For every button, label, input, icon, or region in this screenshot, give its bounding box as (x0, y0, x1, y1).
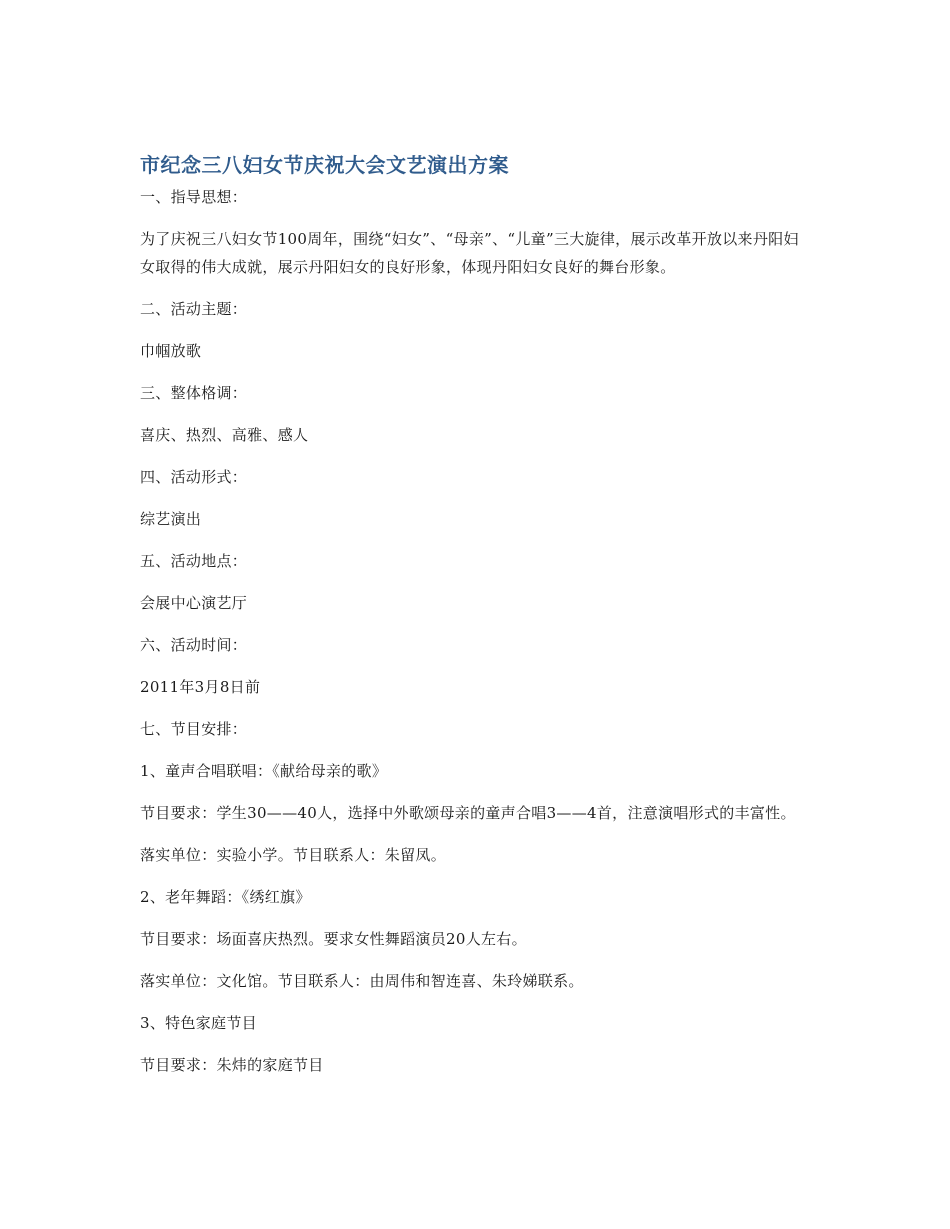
program-item-2-title: 2、老年舞蹈：《绣红旗》 (140, 888, 311, 906)
program-item-1-unit: 落实单位：实验小学。节目联系人：朱留凤。 (140, 846, 447, 864)
heading-activity-venue: 五、活动地点： (140, 552, 248, 570)
paragraph-guiding-thought: 为了庆祝三八妇女节100周年，围绕“妇女”、“母亲”、“儿童”三大旋律，展示改革开放以来丹阳妇女取得的伟大成就，展示丹阳妇女的良好形象，体现丹阳妇女良好的舞台形象。 (140, 230, 799, 276)
heading-activity-time: 六、活动时间： (140, 636, 248, 654)
program-item-3-title: 3、特色家庭节目 (140, 1014, 257, 1032)
heading-overall-tone: 三、整体格调： (140, 384, 248, 402)
paragraph-activity-theme: 巾帼放歌 (140, 342, 202, 360)
paragraph-activity-time: 2011年3月8日前 (140, 678, 261, 696)
heading-activity-theme: 二、活动主题： (140, 300, 248, 318)
program-item-2-requirement: 节目要求：场面喜庆热烈。要求女性舞蹈演员20人左右。 (140, 930, 527, 948)
document-page (140, 150, 810, 1093)
paragraph-activity-venue: 会展中心演艺厅 (140, 594, 248, 612)
program-item-1-requirement: 节目要求：学生30——40人，选择中外歌颂母亲的童声合唱3——4首，注意演唱形式的丰富性。 (140, 804, 796, 822)
heading-program-arrangement: 七、节目安排： (140, 720, 248, 738)
document-title: 市纪念三八妇女节庆祝大会文艺演出方案 (140, 153, 509, 177)
heading-activity-form: 四、活动形式： (140, 468, 248, 486)
heading-guiding-thought: 一、指导思想： (140, 188, 248, 206)
program-item-1-title: 1、童声合唱联唱：《献给母亲的歌》 (140, 762, 388, 780)
program-item-2-unit: 落实单位：文化馆。节目联系人：由周伟和智连喜、朱玲娣联系。 (140, 972, 584, 990)
paragraph-overall-tone: 喜庆、热烈、高雅、感人 (140, 426, 309, 444)
program-item-3-requirement: 节目要求：朱炜的家庭节目 (140, 1056, 324, 1074)
paragraph-activity-form: 综艺演出 (140, 510, 202, 528)
